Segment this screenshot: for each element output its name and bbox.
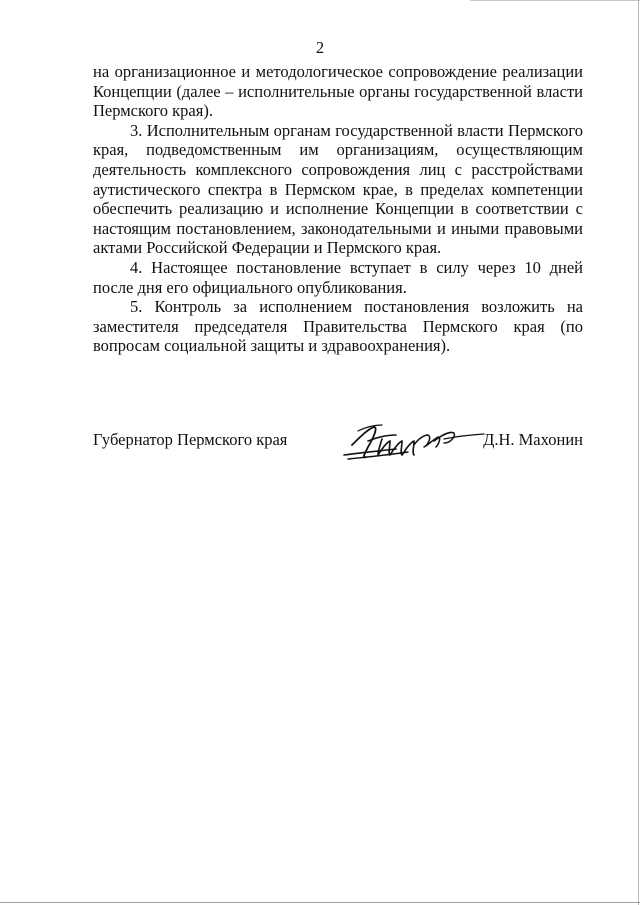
- page-number: 2: [315, 38, 325, 57]
- paragraph-item-5: 5. Контроль за исполнением постановления возложить на заместителя председателя Правительства Пермского края (по вопросам социальной защиты и здравоохранения).: [93, 297, 583, 356]
- paragraph-item-4: 4. Настоящее постановление вступает в силу через 10 дней после дня его официального опубликования.: [93, 257, 583, 297]
- handwritten-signature: [338, 415, 488, 470]
- scan-edge-top: [470, 0, 640, 1]
- scan-edge-bottom: [0, 902, 640, 903]
- scan-edge-right: [638, 0, 639, 905]
- signatory-name: Д.Н. Махонин: [483, 430, 583, 449]
- paragraph-item-3: 3. Исполнительным органам государственной власти Пермского края, подведомственным им организациям, осуществляющим деятельность комплексного сопровождения лиц с расстройствами аутистического спектра в Пермском крае, в пределах компетенции обеспечить реализацию и исполнение Концепции в соответствии с настоящим постановлением, законодательными и иными правовыми актами Российской Федерации и Пермского края.: [93, 120, 583, 258]
- document-body: [93, 62, 583, 356]
- signatory-position: Губернатор Пермского края: [93, 430, 288, 449]
- paragraph-continuation: на организационное и методологическое сопровождение реализации Концепции (далее – исполнительные органы государственной власти Пермского края).: [93, 62, 583, 121]
- signature-block: [93, 415, 583, 475]
